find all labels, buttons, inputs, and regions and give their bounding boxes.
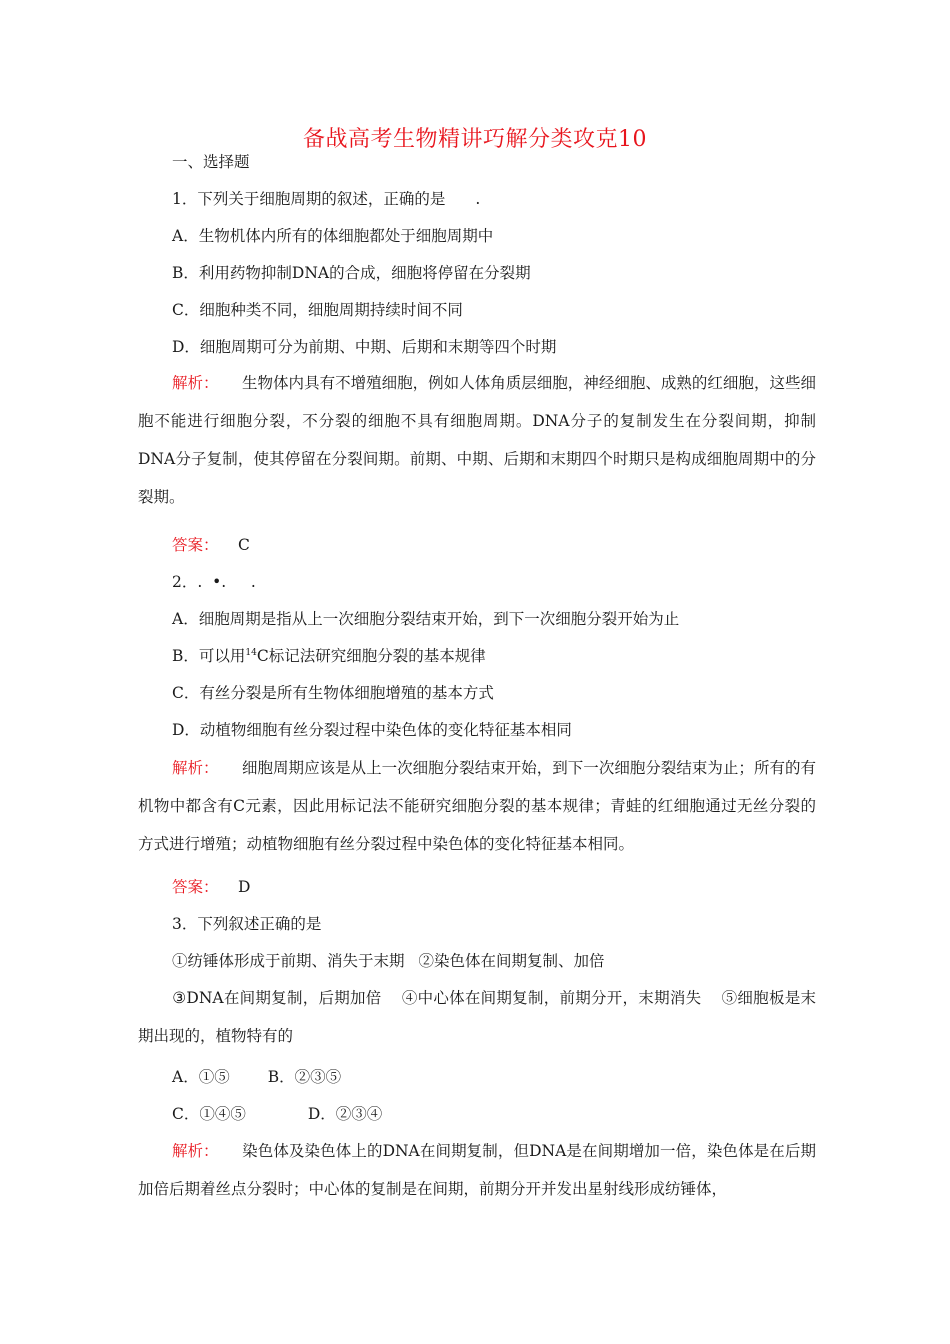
document-title: 备战高考生物精讲巧解分类攻克10 — [303, 127, 647, 152]
question-3-analysis: 解析： 染色体及染色体上的DNA在间期复制，但DNA是在间期增加一倍，染色体是在后期加倍后期着丝点分裂时；中心体的复制是在间期，前期分开并发出星射线形成纺锤体， — [138, 1132, 816, 1208]
question-2-option-a: A．细胞周期是指从上一次细胞分裂结束开始，到下一次细胞分裂开始为止 — [172, 610, 680, 628]
question-3-option-b: B．②③⑤ — [267, 1068, 342, 1086]
question-2-answer: 答案： D — [172, 878, 251, 896]
question-2-option-d: D．动植物细胞有丝分裂过程中染色体的变化特征基本相同 — [172, 721, 572, 739]
answer-label: 答案： — [172, 878, 219, 896]
analysis-label: 解析： — [172, 374, 219, 392]
question-1-analysis: 解析： 生物体内具有不增殖细胞，例如人体角质层细胞，神经细胞、成熟的红细胞，这些细胞不能进行细胞分裂，不分裂的细胞不具有细胞周期。DNA分子的复制发生在分裂间期，抑制DNA分子复制，使其停留在分裂间期。前期、中期、后期和末期四个时期只是构成细胞周期中的分裂期。 — [138, 364, 816, 516]
question-1-option-d: D．细胞周期可分为前期、中期、后期和末期等四个时期 — [172, 338, 557, 356]
question-1-option-a: A．生物机体内所有的体细胞都处于细胞周期中 — [172, 227, 494, 245]
question-2-stem: 2．. •. . — [172, 573, 256, 591]
question-2-option-b: B．可以用$^{14}$C标记法研究细胞分裂的基本规律 — [172, 647, 486, 665]
statement-3: ③DNA在间期复制，后期加倍 — [172, 989, 382, 1007]
analysis-label: 解析： — [172, 759, 219, 777]
question-3-statements-row-1 — [172, 951, 605, 971]
question-3-option-d: D．②③④ — [307, 1105, 383, 1123]
question-3-stem: 3．下列叙述正确的是 — [172, 915, 322, 933]
answer-label: 答案： — [172, 536, 219, 554]
analysis-label: 解析： — [172, 1142, 219, 1160]
question-3-options-row-2 — [172, 1104, 382, 1124]
statement-4: ④中心体在间期复制，前期分开，末期消失 — [401, 989, 702, 1007]
question-3-option-a: A．①⑤ — [172, 1068, 230, 1086]
question-2-option-c: C．有丝分裂是所有生物体细胞增殖的基本方式 — [172, 684, 494, 702]
statement-1: ①纺锤体形成于前期、消失于末期 — [172, 952, 405, 970]
statement-5: ⑤细胞板是末期出现的，植物特有的 — [138, 989, 816, 1045]
question-3-statements-row-2 — [138, 979, 816, 1055]
question-1-option-c: C．细胞种类不同，细胞周期持续时间不同 — [172, 301, 463, 319]
question-3-option-c: C．①④⑤ — [172, 1105, 246, 1123]
section-heading: 一、选择题 — [172, 153, 250, 171]
question-3-options-row-1 — [172, 1067, 341, 1087]
question-1-answer: 答案： C — [172, 536, 250, 554]
question-1-option-b: B．利用药物抑制DNA的合成，细胞将停留在分裂期 — [172, 264, 531, 282]
statement-2: ②染色体在间期复制、加倍 — [418, 952, 605, 970]
question-1-stem: 1．下列关于细胞周期的叙述，正确的是 . — [172, 190, 481, 208]
question-2-analysis: 解析： 细胞周期应该是从上一次细胞分裂结束开始，到下一次细胞分裂结束为止；所有的有机物中都含有C元素，因此用标记法不能研究细胞分裂的基本规律；青蛙的红细胞通过无丝分裂的方式进行增殖；动植物细胞有丝分裂过程中染色体的变化特征基本相同。 — [138, 749, 816, 863]
